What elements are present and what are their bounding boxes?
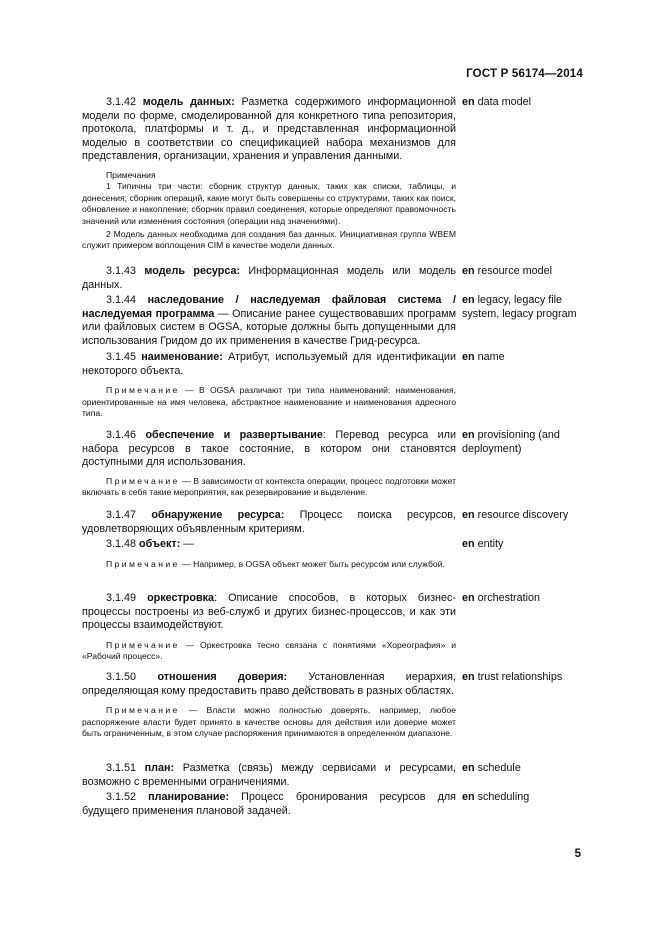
term-number: 3.1.45 (106, 351, 137, 363)
note-text: — В зависимости от контекста операции, процесс подготовки может включать в себя такие мероприятия, как резервирование и выделение. (82, 475, 457, 498)
term-definition: Атрибут, используемый для идентификации некоторого объекта. (82, 351, 456, 377)
term-number: 3.1.49 (106, 592, 137, 604)
note-text: — Например, в OGSA объект может быть ресурсом или службой. (182, 558, 445, 569)
term-entry-3-1-48 (82, 538, 456, 570)
en-equivalent: en trust relationships (462, 671, 563, 683)
en-equivalent: en provisioning (and deployment) (462, 429, 560, 455)
term-title: оркестровка (147, 592, 215, 604)
term-number: 3.1.48 (106, 538, 137, 550)
en-equivalent: en entity (462, 538, 504, 550)
term-definition: Процесс бронирования ресурсов для будущего применения плановой задачей. (82, 791, 457, 817)
term-title: модель данных: (142, 96, 235, 108)
note-text: — Оркестровка тесно связана с понятиями «Хореография» и «Рабочий процесс». (82, 639, 457, 662)
term-definition: Процесс поиска ресурсов, удовлетворяющих объявленным критериям. (82, 509, 456, 535)
term-entry-3-1-46 (82, 429, 456, 499)
en-equivalent: en name (462, 351, 505, 363)
en-equivalent: en orchestration (462, 592, 541, 604)
term-title: план: (144, 762, 175, 774)
term-number: 3.1.52 (106, 791, 137, 803)
term-entry-3-1-44 (82, 294, 456, 348)
term-definition: Разметка (связь) между сервисами и ресурсами, возможно с временными ограничениями. (82, 762, 457, 788)
document-header: ГОСТ Р 56174—2014 (466, 68, 583, 80)
term-number: 3.1.46 (106, 429, 137, 441)
term-entry-3-1-52 (82, 791, 456, 818)
term-definition: Установленная иерархия, определяющая кому предоставить право действовать в разных областях. (82, 671, 457, 697)
term-title: объект: (139, 538, 181, 550)
notes-title: Примечания (106, 169, 156, 180)
term-definition: Информационная модель или модель данных. (82, 265, 457, 291)
term-entry-3-1-49 (82, 592, 456, 663)
note-label: Примечание (106, 639, 180, 650)
en-equivalent: en resource discovery (462, 509, 569, 521)
note-label: Примечание (106, 705, 180, 716)
term-definition: : Перевод ресурса или набора ресурсов в такое состояние, в котором они становятся доступными для использования. (82, 429, 457, 469)
term-entry-3-1-47 (82, 509, 456, 536)
term-entry-3-1-43 (82, 265, 456, 292)
term-title: наименование: (141, 351, 223, 363)
term-number: 3.1.42 (106, 96, 137, 108)
term-entry-3-1-42 (82, 96, 456, 252)
note-text: 1 Типичны три части: сборник структур данных, таких как списки, таблицы, и донесения; сборник операций, какие могут быть совершены со структурами, таких как поиск, обновление и накопление; сборник правил соединения, которые определяют правомочность значений или изменения состояния (операции над значениями). (82, 181, 456, 226)
term-entry-3-1-50 (82, 671, 456, 739)
en-equivalent: en resource model (462, 265, 553, 277)
term-entry-3-1-51 (82, 762, 456, 789)
term-title: наследование / наследуемая файловая система / наследуемая программа (82, 294, 456, 320)
note-label: Примечание (106, 558, 180, 569)
en-equivalent: en legacy, legacy file system, legacy program (462, 294, 577, 320)
en-equivalent: en schedule (462, 762, 521, 774)
term-number: 3.1.50 (106, 671, 137, 683)
term-number: 3.1.43 (106, 265, 137, 277)
term-definition: Разметка содержимого информационной модели по форме, смоделированной для конкретного типа репозитория, протокола, платформы и т. д., и представленная информационной моделью в соответствии со спецификацией набора механизмов для представления, организации, хранения и управления данными. (82, 96, 457, 163)
note-text: — В OGSA различают три типа наименований: наименования, ориентированные на имя человека, абстрактное наименование и наименования адресного типа. (82, 385, 456, 418)
term-definition: : Описание способов, в которых бизнес-процессы построены из веб-служб и других бизнес-процессов, и как эти процессы взаимодействуют. (82, 592, 457, 632)
note-label: Примечание (106, 385, 180, 396)
page-number: 5 (574, 848, 581, 860)
term-title: обнаружение ресурса: (151, 509, 285, 521)
note-text: 2 Модель данных необходима для создания баз данных. Инициативная группа WBEM служит примером воплощения CIM в качестве модели данных. (82, 229, 456, 251)
term-entry-3-1-45 (82, 351, 456, 419)
en-equivalent: en scheduling (462, 791, 530, 803)
term-definition: — Описание ранее существовавших программ или файловых систем в OGSA, которые должны быть допущенными для использования Гридом до их применения в качестве Грид-ресурса. (82, 307, 457, 347)
term-title: отношения доверия: (157, 671, 288, 683)
term-definition: — (183, 538, 195, 550)
term-title: планирование: (148, 791, 230, 803)
note-text: — Власти можно полностью доверять, например, любое распоряжение власти будет принято в качестве основы для действия или доверие может быть ограниченным, в этом случае распоряжения принимаются в определенном диапазоне. (82, 705, 456, 738)
note-label: Примечание (106, 475, 180, 486)
term-number: 3.1.51 (106, 762, 137, 774)
term-title: обеспечение и развертывание (145, 429, 323, 441)
term-title: модель ресурса: (144, 265, 241, 277)
term-number: 3.1.44 (106, 294, 137, 306)
term-number: 3.1.47 (106, 509, 137, 521)
en-equivalent: en data model (462, 96, 532, 108)
